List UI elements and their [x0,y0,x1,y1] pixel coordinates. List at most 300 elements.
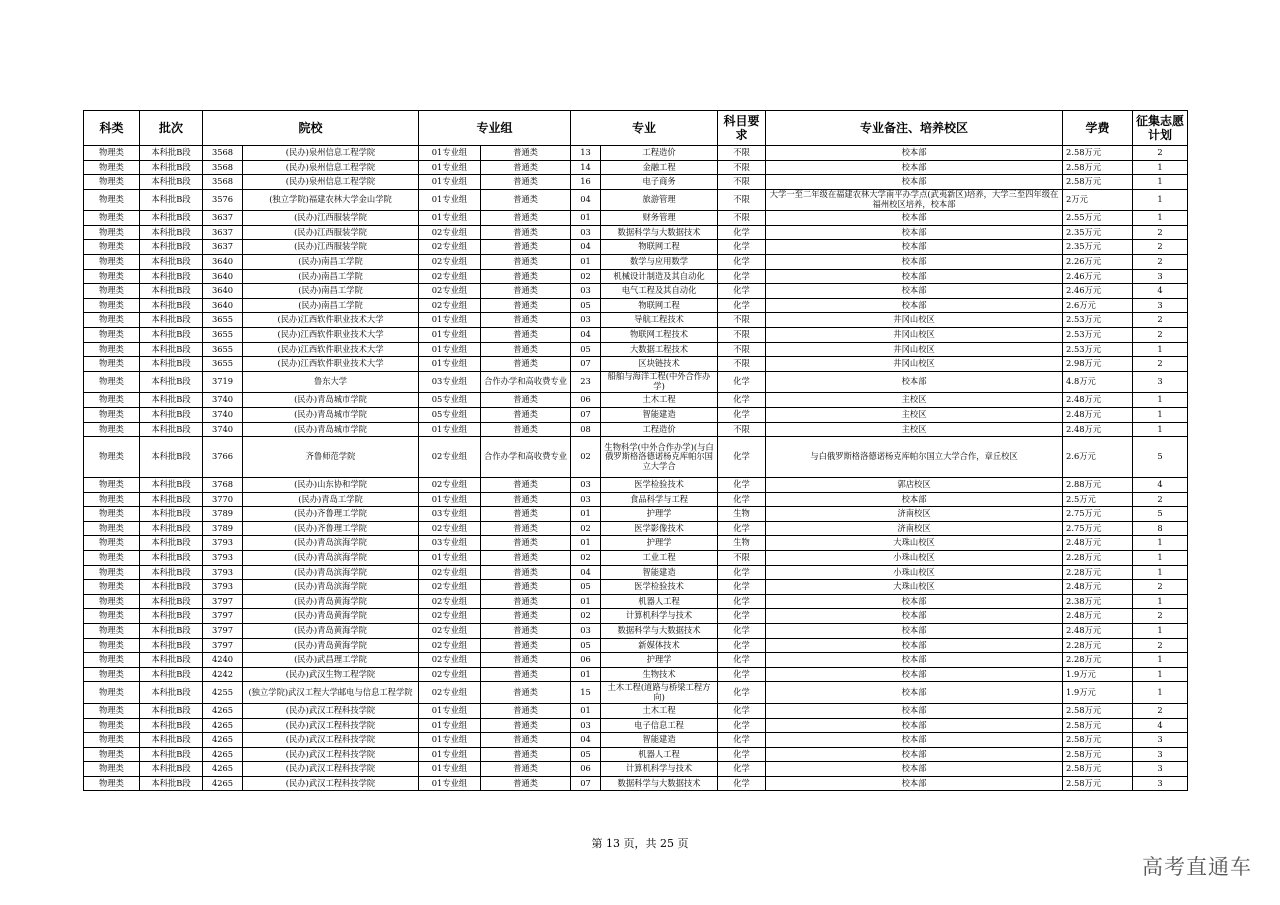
cell-tuition: 2.53万元 [1063,342,1133,357]
cell-school-name: 鲁东大学 [243,371,419,393]
cell-batch: 本科批B段 [140,682,203,704]
cell-group-type: 普通类 [481,551,571,566]
cell-tuition: 2.58万元 [1063,175,1133,190]
cell-plan-count: 2 [1133,240,1188,255]
page-number: 第 13 页，共 25 页 [591,837,689,850]
cell-plan-count: 1 [1133,682,1188,704]
cell-major-group: 01专业组 [419,357,481,372]
cell-tuition: 2.46万元 [1063,284,1133,299]
cell-major-group: 01专业组 [419,189,481,211]
cell-major-name: 数据科学与大数据技术 [601,225,718,240]
cell-group-type: 普通类 [481,638,571,653]
table-row [84,357,1188,372]
cell-school-code: 3640 [203,298,243,313]
cell-school-name: (民办)青岛城市学院 [243,393,419,408]
cell-plan-count: 1 [1133,551,1188,566]
cell-school-code: 3637 [203,240,243,255]
table-row [84,521,1188,536]
cell-plan-count: 1 [1133,667,1188,682]
cell-major-group: 05专业组 [419,407,481,422]
cell-major-code: 05 [571,298,601,313]
cell-school-name: (民办)江西服装学院 [243,240,419,255]
cell-major-name: 物联网工程 [601,298,718,313]
header-school: 院校 [203,111,419,146]
cell-major-code: 04 [571,240,601,255]
cell-tuition: 2.28万元 [1063,638,1133,653]
cell-plan-count: 4 [1133,478,1188,493]
cell-batch: 本科批B段 [140,298,203,313]
header-subject-requirement: 科目要求 [718,111,766,146]
cell-major-name: 金融工程 [601,160,718,175]
cell-school-name: (民办)齐鲁理工学院 [243,507,419,522]
cell-major-name: 医学检验技术 [601,580,718,595]
header-major: 专业 [571,111,718,146]
cell-group-type: 普通类 [481,211,571,226]
cell-school-name: (民办)南昌工学院 [243,269,419,284]
cell-major-group: 02专业组 [419,653,481,668]
cell-plan-count: 2 [1133,146,1188,161]
cell-major-name: 物联网工程 [601,240,718,255]
cell-major-code: 01 [571,667,601,682]
cell-batch: 本科批B段 [140,160,203,175]
cell-tuition: 2.58万元 [1063,733,1133,748]
cell-tuition: 2.35万元 [1063,225,1133,240]
table-row [84,160,1188,175]
cell-major-code: 01 [571,594,601,609]
cell-subject-requirement: 化学 [718,407,766,422]
cell-remarks-campus: 校本部 [766,225,1063,240]
table-row [84,146,1188,161]
cell-school-code: 3640 [203,284,243,299]
cell-group-type: 合作办学和高收费专业 [481,371,571,393]
cell-major-group: 01专业组 [419,747,481,762]
admission-table [83,110,1188,791]
cell-tuition: 2.58万元 [1063,718,1133,733]
cell-school-code: 3719 [203,371,243,393]
cell-major-group: 05专业组 [419,393,481,408]
cell-tuition: 2.53万元 [1063,328,1133,343]
cell-major-code: 03 [571,284,601,299]
cell-group-type: 普通类 [481,189,571,211]
cell-school-code: 3576 [203,189,243,211]
cell-tuition: 2.28万元 [1063,653,1133,668]
cell-tuition: 2.58万元 [1063,146,1133,161]
cell-school-name: (民办)青岛滨海学院 [243,551,419,566]
cell-tuition: 2.58万元 [1063,762,1133,777]
cell-school-name: (民办)泉州信息工程学院 [243,160,419,175]
cell-batch: 本科批B段 [140,357,203,372]
cell-batch: 本科批B段 [140,189,203,211]
cell-remarks-campus: 校本部 [766,371,1063,393]
cell-category: 物理类 [84,313,140,328]
cell-major-group: 01专业组 [419,146,481,161]
table-row [84,211,1188,226]
cell-group-type: 普通类 [481,313,571,328]
cell-subject-requirement: 生物 [718,507,766,522]
cell-school-code: 4242 [203,667,243,682]
cell-school-name: (民办)青岛城市学院 [243,407,419,422]
cell-major-group: 01专业组 [419,703,481,718]
cell-major-group: 02专业组 [419,624,481,639]
cell-remarks-campus: 井冈山校区 [766,357,1063,372]
cell-category: 物理类 [84,478,140,493]
cell-school-code: 3793 [203,551,243,566]
cell-school-name: (民办)泉州信息工程学院 [243,146,419,161]
cell-major-group: 01专业组 [419,762,481,777]
cell-remarks-campus: 校本部 [766,667,1063,682]
cell-batch: 本科批B段 [140,594,203,609]
table-row [84,225,1188,240]
table-row [84,718,1188,733]
cell-school-name: (民办)青岛滨海学院 [243,580,419,595]
cell-remarks-campus: 校本部 [766,747,1063,762]
cell-batch: 本科批B段 [140,407,203,422]
cell-plan-count: 5 [1133,507,1188,522]
cell-major-code: 03 [571,313,601,328]
cell-remarks-campus: 小珠山校区 [766,565,1063,580]
cell-major-name: 护理学 [601,653,718,668]
cell-batch: 本科批B段 [140,580,203,595]
cell-major-code: 03 [571,225,601,240]
cell-major-code: 01 [571,211,601,226]
cell-tuition: 2.26万元 [1063,255,1133,270]
cell-school-name: (民办)武汉工程科技学院 [243,762,419,777]
cell-major-code: 04 [571,733,601,748]
cell-major-code: 04 [571,189,601,211]
cell-plan-count: 2 [1133,328,1188,343]
cell-plan-count: 1 [1133,624,1188,639]
cell-tuition: 2.88万元 [1063,478,1133,493]
cell-subject-requirement: 化学 [718,682,766,704]
table-row [84,269,1188,284]
cell-major-name: 数据科学与大数据技术 [601,624,718,639]
cell-major-name: 电子商务 [601,175,718,190]
table-row [84,189,1188,211]
cell-major-group: 01专业组 [419,718,481,733]
cell-school-name: 齐鲁师范学院 [243,437,419,478]
cell-category: 物理类 [84,536,140,551]
cell-major-name: 护理学 [601,536,718,551]
cell-tuition: 1.9万元 [1063,682,1133,704]
cell-school-code: 4265 [203,747,243,762]
cell-subject-requirement: 化学 [718,703,766,718]
cell-major-group: 01专业组 [419,733,481,748]
cell-major-code: 05 [571,638,601,653]
cell-tuition: 2.53万元 [1063,313,1133,328]
cell-school-code: 3770 [203,492,243,507]
cell-category: 物理类 [84,609,140,624]
cell-remarks-campus: 校本部 [766,284,1063,299]
cell-batch: 本科批B段 [140,225,203,240]
table-row [84,536,1188,551]
cell-group-type: 普通类 [481,269,571,284]
cell-school-code: 3740 [203,407,243,422]
cell-group-type: 普通类 [481,240,571,255]
cell-plan-count: 3 [1133,269,1188,284]
cell-subject-requirement: 不限 [718,211,766,226]
cell-tuition: 2.98万元 [1063,357,1133,372]
cell-tuition: 2.48万元 [1063,536,1133,551]
cell-school-code: 3740 [203,422,243,437]
cell-school-code: 3637 [203,211,243,226]
cell-major-code: 06 [571,653,601,668]
cell-tuition: 2.28万元 [1063,551,1133,566]
cell-subject-requirement: 化学 [718,437,766,478]
cell-subject-requirement: 化学 [718,269,766,284]
cell-major-name: 生物技术 [601,667,718,682]
header-major-group: 专业组 [419,111,571,146]
cell-remarks-campus: 校本部 [766,175,1063,190]
cell-category: 物理类 [84,371,140,393]
cell-major-code: 07 [571,357,601,372]
cell-category: 物理类 [84,594,140,609]
cell-group-type: 普通类 [481,624,571,639]
cell-batch: 本科批B段 [140,747,203,762]
cell-subject-requirement: 化学 [718,521,766,536]
cell-group-type: 普通类 [481,478,571,493]
cell-major-group: 01专业组 [419,175,481,190]
cell-remarks-campus: 校本部 [766,776,1063,791]
cell-major-group: 02专业组 [419,638,481,653]
cell-school-name: (独立学院)福建农林大学金山学院 [243,189,419,211]
cell-school-name: (民办)武汉工程科技学院 [243,718,419,733]
cell-group-type: 普通类 [481,255,571,270]
cell-remarks-campus: 校本部 [766,255,1063,270]
cell-subject-requirement: 不限 [718,160,766,175]
cell-major-group: 01专业组 [419,776,481,791]
cell-major-code: 07 [571,776,601,791]
cell-plan-count: 3 [1133,747,1188,762]
cell-category: 物理类 [84,328,140,343]
cell-school-code: 3797 [203,624,243,639]
table-row [84,240,1188,255]
table-row [84,580,1188,595]
cell-plan-count: 1 [1133,189,1188,211]
cell-major-name: 财务管理 [601,211,718,226]
cell-school-name: (民办)江西软件职业技术大学 [243,342,419,357]
cell-major-name: 工程造价 [601,146,718,161]
cell-subject-requirement: 不限 [718,357,766,372]
cell-subject-requirement: 不限 [718,175,766,190]
cell-major-code: 03 [571,624,601,639]
cell-plan-count: 3 [1133,733,1188,748]
cell-school-name: (民办)南昌工学院 [243,255,419,270]
cell-subject-requirement: 化学 [718,393,766,408]
cell-major-group: 02专业组 [419,240,481,255]
cell-major-name: 医学检验技术 [601,478,718,493]
cell-subject-requirement: 化学 [718,225,766,240]
cell-category: 物理类 [84,175,140,190]
cell-category: 物理类 [84,211,140,226]
cell-group-type: 普通类 [481,407,571,422]
cell-plan-count: 2 [1133,313,1188,328]
cell-remarks-campus: 与白俄罗斯格洛德诺杨克库帕尔国立大学合作，章丘校区 [766,437,1063,478]
cell-category: 物理类 [84,407,140,422]
cell-school-code: 3789 [203,507,243,522]
cell-school-name: (民办)武汉工程科技学院 [243,747,419,762]
table-row [84,328,1188,343]
cell-tuition: 2.58万元 [1063,776,1133,791]
cell-batch: 本科批B段 [140,638,203,653]
table-row [84,371,1188,393]
cell-plan-count: 4 [1133,284,1188,299]
cell-school-code: 3766 [203,437,243,478]
cell-tuition: 4.8万元 [1063,371,1133,393]
cell-category: 物理类 [84,565,140,580]
cell-plan-count: 2 [1133,609,1188,624]
cell-subject-requirement: 化学 [718,284,766,299]
cell-major-code: 01 [571,536,601,551]
cell-tuition: 2.38万元 [1063,594,1133,609]
cell-category: 物理类 [84,580,140,595]
cell-subject-requirement: 化学 [718,733,766,748]
cell-school-name: (民办)武汉工程科技学院 [243,703,419,718]
table-row [84,437,1188,478]
table-row [84,255,1188,270]
cell-remarks-campus: 校本部 [766,762,1063,777]
cell-subject-requirement: 化学 [718,762,766,777]
cell-tuition: 2.75万元 [1063,507,1133,522]
cell-major-group: 01专业组 [419,328,481,343]
cell-major-code: 03 [571,492,601,507]
cell-remarks-campus: 校本部 [766,682,1063,704]
cell-major-code: 01 [571,507,601,522]
cell-major-group: 03专业组 [419,536,481,551]
cell-school-code: 3789 [203,521,243,536]
cell-school-name: (民办)青岛滨海学院 [243,536,419,551]
header-batch: 批次 [140,111,203,146]
cell-group-type: 普通类 [481,703,571,718]
cell-plan-count: 1 [1133,565,1188,580]
cell-major-code: 02 [571,609,601,624]
cell-major-name: 土木工程 [601,703,718,718]
cell-remarks-campus: 校本部 [766,609,1063,624]
cell-major-group: 02专业组 [419,682,481,704]
cell-batch: 本科批B段 [140,492,203,507]
cell-batch: 本科批B段 [140,478,203,493]
cell-major-group: 02专业组 [419,225,481,240]
cell-major-name: 机器人工程 [601,747,718,762]
cell-plan-count: 1 [1133,160,1188,175]
cell-school-code: 3655 [203,313,243,328]
cell-school-code: 3768 [203,478,243,493]
cell-major-name: 智能建造 [601,733,718,748]
cell-major-group: 01专业组 [419,313,481,328]
cell-plan-count: 3 [1133,762,1188,777]
cell-batch: 本科批B段 [140,342,203,357]
cell-category: 物理类 [84,667,140,682]
watermark-logo: 高考直通车 [1142,855,1252,879]
cell-school-name: (独立学院)武汉工程大学邮电与信息工程学院 [243,682,419,704]
cell-school-code: 3793 [203,565,243,580]
cell-school-name: (民办)武汉生物工程学院 [243,667,419,682]
cell-school-code: 3793 [203,536,243,551]
cell-category: 物理类 [84,653,140,668]
cell-major-name: 工业工程 [601,551,718,566]
cell-group-type: 普通类 [481,682,571,704]
cell-batch: 本科批B段 [140,371,203,393]
cell-remarks-campus: 主校区 [766,422,1063,437]
cell-school-name: (民办)武昌理工学院 [243,653,419,668]
cell-batch: 本科批B段 [140,718,203,733]
cell-category: 物理类 [84,422,140,437]
header-category: 科类 [84,111,140,146]
cell-batch: 本科批B段 [140,624,203,639]
cell-major-group: 01专业组 [419,342,481,357]
cell-subject-requirement: 不限 [718,551,766,566]
cell-category: 物理类 [84,342,140,357]
cell-school-name: (民办)齐鲁理工学院 [243,521,419,536]
cell-school-code: 3740 [203,393,243,408]
cell-major-group: 02专业组 [419,255,481,270]
cell-tuition: 2.48万元 [1063,393,1133,408]
cell-tuition: 2.48万元 [1063,407,1133,422]
cell-school-code: 3568 [203,146,243,161]
cell-major-group: 01专业组 [419,492,481,507]
table-row [84,609,1188,624]
table-row [84,342,1188,357]
header-remarks-campus: 专业备注、培养校区 [766,111,1063,146]
cell-major-group: 02专业组 [419,594,481,609]
cell-plan-count: 1 [1133,393,1188,408]
cell-school-code: 3797 [203,609,243,624]
cell-subject-requirement: 不限 [718,342,766,357]
cell-major-code: 05 [571,580,601,595]
cell-remarks-campus: 郭店校区 [766,478,1063,493]
cell-subject-requirement: 化学 [718,594,766,609]
cell-tuition: 2.55万元 [1063,211,1133,226]
cell-school-name: (民办)青岛城市学院 [243,422,419,437]
cell-school-code: 3640 [203,255,243,270]
cell-tuition: 1.9万元 [1063,667,1133,682]
cell-remarks-campus: 校本部 [766,160,1063,175]
cell-subject-requirement: 化学 [718,240,766,255]
cell-school-code: 3655 [203,328,243,343]
cell-subject-requirement: 化学 [718,565,766,580]
cell-group-type: 普通类 [481,594,571,609]
cell-batch: 本科批B段 [140,240,203,255]
table-row [84,747,1188,762]
cell-major-code: 03 [571,718,601,733]
cell-batch: 本科批B段 [140,776,203,791]
cell-subject-requirement: 化学 [718,638,766,653]
cell-major-name: 电子信息工程 [601,718,718,733]
cell-plan-count: 1 [1133,422,1188,437]
cell-category: 物理类 [84,492,140,507]
cell-major-name: 船舶与海洋工程(中外合作办学) [601,371,718,393]
cell-tuition: 2.6万元 [1063,298,1133,313]
cell-school-name: (民办)江西服装学院 [243,225,419,240]
cell-category: 物理类 [84,189,140,211]
cell-subject-requirement: 化学 [718,747,766,762]
cell-major-group: 02专业组 [419,565,481,580]
table-row [84,624,1188,639]
cell-group-type: 普通类 [481,284,571,299]
cell-category: 物理类 [84,507,140,522]
cell-remarks-campus: 校本部 [766,718,1063,733]
cell-group-type: 普通类 [481,225,571,240]
cell-batch: 本科批B段 [140,284,203,299]
cell-major-name: 计算机科学与技术 [601,762,718,777]
cell-major-group: 02专业组 [419,298,481,313]
cell-category: 物理类 [84,551,140,566]
cell-remarks-campus: 小珠山校区 [766,551,1063,566]
cell-tuition: 2.35万元 [1063,240,1133,255]
cell-major-group: 02专业组 [419,580,481,595]
cell-major-code: 15 [571,682,601,704]
cell-plan-count: 1 [1133,342,1188,357]
cell-major-name: 导航工程技术 [601,313,718,328]
